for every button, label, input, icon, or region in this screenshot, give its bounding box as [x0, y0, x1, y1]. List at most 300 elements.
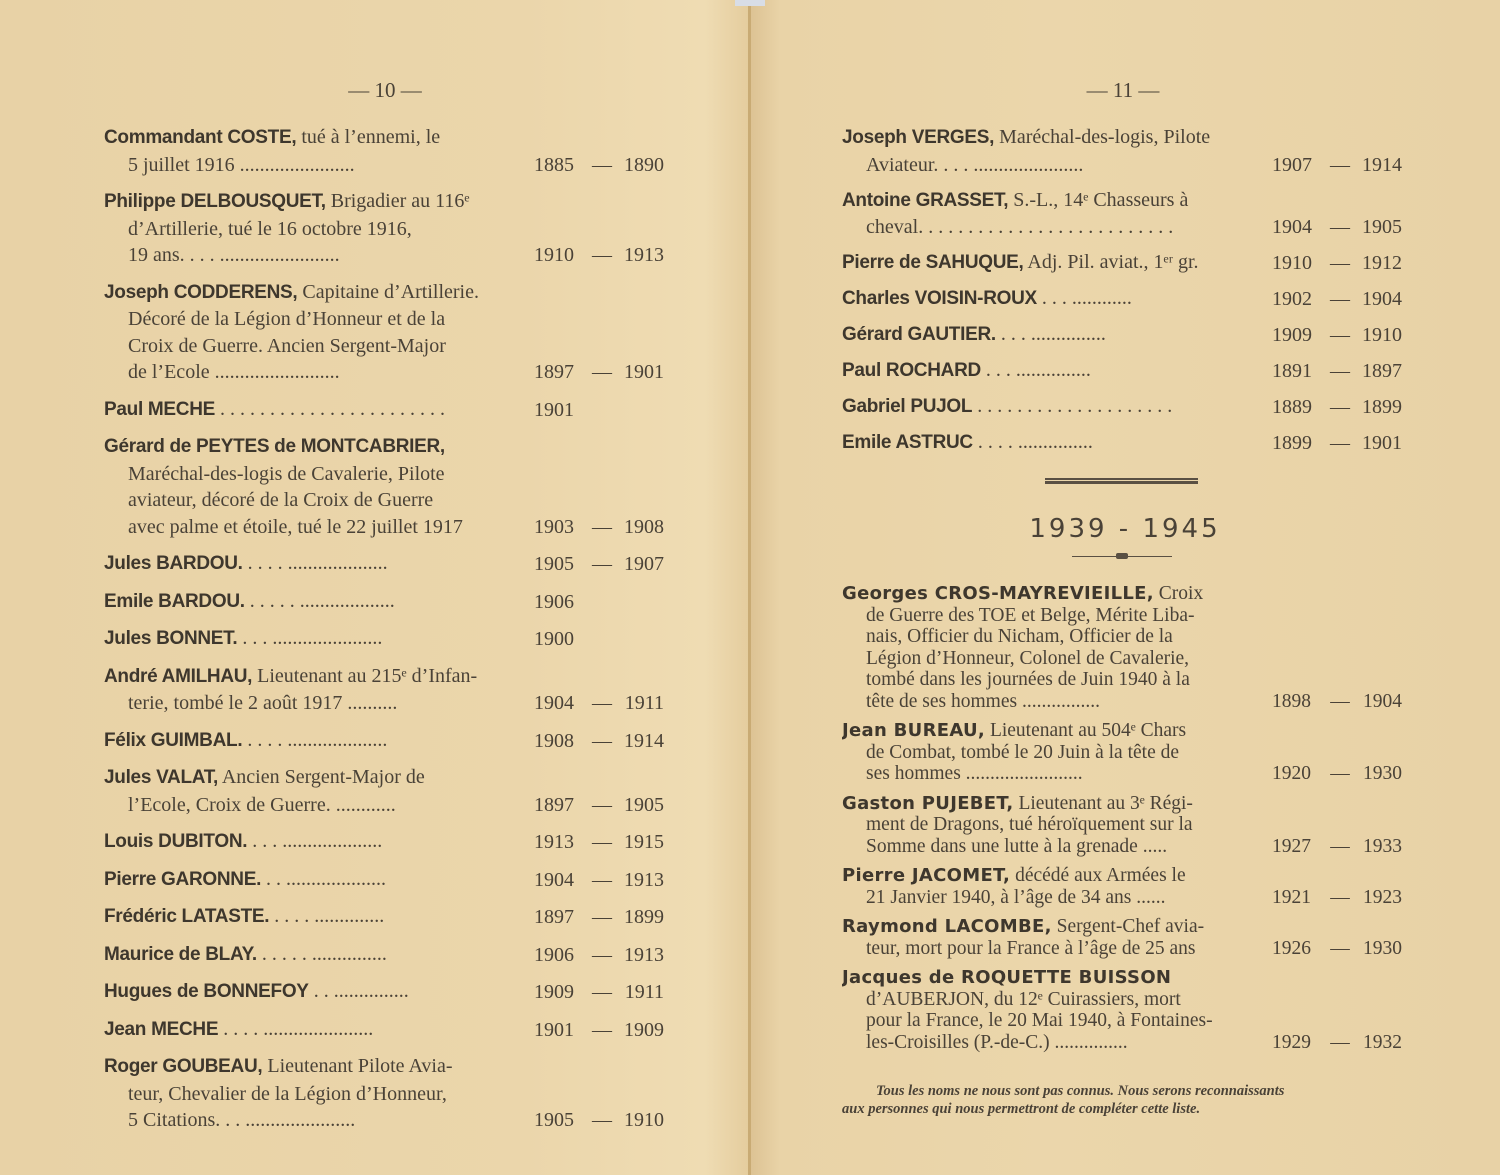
entry-description: . . . ............... — [1000, 323, 1106, 345]
entry-description: . . . ...................... — [242, 627, 383, 649]
start-year: 1908 — [534, 729, 574, 752]
entry-continuation-line: ses hommes ........................ — [866, 763, 1083, 784]
person-name: Hugues de BONNEFOY — [104, 981, 309, 1002]
entry-description: . . ............... — [313, 980, 409, 1002]
person-name: Paul ROCHARD — [842, 360, 981, 381]
entry-text — [104, 663, 516, 717]
entry-continuation-line: de l’Ecole ......................... — [128, 361, 340, 383]
years-range — [1272, 286, 1406, 313]
start-year: 1905 — [534, 553, 574, 575]
entry-description: . . . . .................... — [247, 728, 388, 751]
years-range — [534, 359, 668, 386]
list-item — [104, 1016, 674, 1044]
entry-text — [842, 865, 1256, 908]
entry-description: Brigadier au 116ᵉ — [330, 190, 470, 212]
list-item — [104, 550, 674, 578]
entry-first-line — [104, 828, 516, 856]
entry-text — [842, 793, 1256, 858]
entry-continuation-line: tête de ses hommes ................ — [866, 690, 1100, 712]
years-range — [1272, 763, 1406, 785]
entry-text — [104, 941, 516, 969]
end-year: 1923 — [1363, 886, 1402, 908]
person-name: Emile ASTRUC — [842, 432, 973, 453]
entry-description: Ancien Sergent-Major de — [221, 766, 425, 788]
right-entry-list — [842, 124, 1412, 465]
entry-continuation-line: Aviateur. . . . ...................... — [866, 153, 1084, 176]
entry-description: Sergent-Chef avia- — [1056, 916, 1205, 937]
person-name: Jacques de ROQUETTE BUISSON — [842, 967, 1172, 988]
list-item — [104, 124, 674, 178]
start-year: 1903 — [534, 515, 574, 538]
section-divider-rule — [1045, 478, 1198, 484]
entry-description: . . . . . . . . . . . . . . . . . . . . — [977, 395, 1173, 417]
year-dash: — — [592, 981, 612, 1003]
ornament-knot — [1116, 553, 1128, 559]
entry-continuation-line: 21 Janvier 1940, à l’âge de 34 ans ...... — [866, 886, 1166, 908]
end-year: 1915 — [624, 831, 664, 853]
entry-text — [104, 588, 516, 616]
year-dash: — — [592, 515, 612, 538]
year-dash: — — [1330, 835, 1350, 857]
footnote — [842, 1082, 1410, 1118]
end-year: 1930 — [1363, 763, 1402, 784]
end-year: 1904 — [1362, 288, 1402, 310]
list-item — [104, 941, 674, 969]
year-dash: — — [592, 692, 612, 714]
start-year: 1910 — [534, 244, 574, 266]
entry-first-line — [842, 429, 1254, 457]
entry-description: . . . .................... — [252, 830, 383, 852]
years-range — [534, 626, 668, 653]
person-name: Paul MECHE — [104, 398, 216, 420]
years-range — [1272, 152, 1406, 179]
person-name: Jean MECHE — [104, 1018, 219, 1040]
person-name: Maurice de BLAY. — [104, 943, 257, 965]
years-range — [1272, 938, 1406, 960]
end-year: 1909 — [624, 1018, 664, 1041]
start-year: 1920 — [1272, 763, 1311, 784]
years-range — [534, 690, 668, 717]
entry-first-line — [842, 583, 1256, 605]
entry-continuation-line: 19 ans. . . . ........................ — [128, 244, 340, 266]
years-range — [534, 792, 668, 819]
entry-continuation-line: de Combat, tombé le 20 Juin à la tête de — [866, 741, 1179, 763]
entry-description: Capitaine d’Artillerie. — [302, 280, 479, 303]
years-range — [534, 1017, 668, 1044]
entry-description: . . . . ............... — [977, 431, 1093, 453]
page-number-right: — 11 — — [1086, 78, 1160, 102]
start-year: 1898 — [1272, 690, 1311, 712]
end-year: 1913 — [624, 244, 664, 266]
entry-continuation-line: teur, mort pour la France à l’âge de 25 ans — [866, 937, 1196, 959]
entry-first-line — [104, 550, 516, 578]
entry-text — [104, 828, 516, 856]
list-item — [104, 188, 674, 269]
background-gap — [735, 0, 765, 6]
year-dash: — — [1330, 252, 1350, 274]
entry-text — [104, 1016, 516, 1044]
year-dash: — — [1330, 690, 1350, 712]
entry-description: . . .................... — [266, 867, 387, 890]
year-dash: — — [592, 868, 612, 891]
list-item — [842, 967, 1412, 1053]
entry-description: . . . ............ — [1041, 287, 1132, 309]
entry-description: Lieutenant au 215ᵉ d’Infan- — [257, 664, 478, 687]
person-name: Gérard GAUTIER. — [842, 324, 996, 345]
entry-first-line — [104, 866, 516, 894]
year-dash: — — [1330, 937, 1350, 959]
year-dash: — — [592, 153, 612, 176]
start-year: 1904 — [1272, 216, 1312, 238]
year-dash: — — [592, 943, 612, 966]
entry-text — [104, 279, 516, 386]
start-year: 1899 — [1272, 432, 1312, 454]
list-item — [842, 916, 1412, 959]
list-item — [104, 663, 674, 717]
start-year: 1902 — [1272, 288, 1312, 310]
end-year: 1890 — [624, 153, 664, 176]
end-year: 1907 — [624, 553, 664, 575]
list-item — [104, 396, 674, 424]
list-item — [104, 279, 674, 386]
end-year: 1911 — [624, 692, 664, 714]
entry-continuation-line: avec palme et étoile, tué le 22 juillet 1917 — [128, 515, 463, 538]
entry-text — [842, 321, 1254, 349]
entry-text — [104, 396, 516, 424]
year-dash: — — [592, 906, 612, 928]
page-number-left: — 10 — — [348, 78, 422, 102]
person-name: Raymond LACOMBE, — [842, 916, 1052, 937]
list-item — [842, 357, 1412, 385]
entry-first-line — [842, 865, 1256, 887]
entry-description: . . . . .................... — [247, 552, 388, 574]
years-range — [534, 589, 668, 616]
entry-continuation-line: Somme dans une lutte à la grenade ..... — [866, 835, 1168, 857]
end-year: 1905 — [1362, 216, 1402, 238]
entry-text — [842, 357, 1254, 385]
year-dash: — — [1330, 324, 1350, 346]
person-name: Antoine GRASSET, — [842, 189, 1009, 211]
entry-text — [104, 433, 516, 540]
end-year: 1897 — [1362, 360, 1402, 382]
entry-description: Croix — [1158, 583, 1204, 604]
entry-first-line — [104, 188, 516, 216]
person-name: Philippe DELBOUSQUET, — [104, 191, 326, 212]
person-name: Jules VALAT, — [104, 767, 218, 788]
start-year: 1900 — [534, 628, 574, 650]
year-dash: — — [592, 793, 612, 816]
entry-continuation-line: cheval. . . . . . . . . . . . . . . . . . . . . . . . . . — [866, 216, 1174, 238]
start-year: 1913 — [534, 831, 574, 853]
entry-text — [104, 978, 516, 1006]
entry-first-line — [842, 793, 1256, 815]
entry-first-line — [842, 720, 1256, 742]
person-name: Pierre JACOMET, — [842, 865, 1011, 886]
end-year: 1899 — [624, 906, 664, 928]
person-name: Georges CROS-MAYREVIEILLE, — [842, 583, 1154, 604]
person-name: Louis DUBITON. — [104, 831, 248, 852]
entry-first-line — [104, 124, 516, 152]
entry-description: Maréchal-des-logis, Pilote — [999, 126, 1211, 148]
end-year: 1912 — [1362, 252, 1402, 274]
entry-continuation-line: d’AUBERJON, du 12ᵉ Cuirassiers, mort — [866, 988, 1181, 1010]
end-year: 1905 — [624, 793, 664, 816]
entry-continuation-line: 5 juillet 1916 ....................... — [128, 153, 355, 176]
years-range — [534, 397, 668, 424]
section-title: 1939 - 1945 — [1029, 514, 1221, 544]
entry-text — [104, 124, 516, 178]
entry-first-line — [842, 285, 1254, 313]
years-range — [1272, 836, 1406, 858]
entry-continuation-line: nais, Officier du Nicham, Officier de la — [866, 626, 1173, 647]
list-item — [104, 588, 674, 616]
entry-text — [842, 967, 1256, 1053]
end-year: 1911 — [624, 981, 664, 1003]
entry-continuation-line: les-Croisilles (P.-de-C.) ............... — [866, 1031, 1128, 1053]
person-name: Commandant COSTE, — [104, 127, 297, 148]
entry-text — [104, 550, 516, 578]
start-year: 1901 — [534, 398, 574, 421]
end-year: 1901 — [624, 361, 664, 383]
entry-first-line — [104, 727, 516, 755]
years-range — [534, 514, 668, 541]
entry-description: Lieutenant au 504ᵉ Chars — [989, 720, 1187, 741]
start-year: 1897 — [534, 793, 574, 816]
years-range — [1272, 358, 1406, 385]
years-range — [534, 242, 668, 269]
year-dash: — — [592, 1109, 612, 1131]
entry-description: Lieutenant au 3ᵉ Régi- — [1018, 792, 1193, 814]
person-name: Jules BONNET. — [104, 628, 238, 649]
years-range — [1272, 430, 1406, 457]
year-dash: — — [1330, 1031, 1350, 1053]
start-year: 1927 — [1272, 835, 1311, 857]
list-item — [104, 978, 674, 1006]
years-range — [534, 829, 668, 856]
year-dash: — — [592, 244, 612, 266]
start-year: 1904 — [534, 692, 574, 714]
entry-first-line — [104, 941, 516, 969]
end-year: 1899 — [1362, 396, 1402, 418]
entry-continuation-line: 5 Citations. . . ...................... — [128, 1109, 356, 1131]
start-year: 1897 — [534, 361, 574, 383]
entry-continuation-line: de Guerre des TOE et Belge, Mérite Liba- — [866, 604, 1195, 626]
start-year: 1905 — [534, 1109, 574, 1131]
entry-continuation-line: tombé dans les journées de Juin 1940 à la — [866, 669, 1190, 690]
end-year: 1910 — [1362, 324, 1402, 346]
end-year: 1904 — [1363, 690, 1402, 712]
person-name: Pierre de SAHUQUE, — [842, 252, 1024, 273]
year-dash: — — [592, 553, 612, 575]
entry-description: Lieutenant Pilote Avia- — [267, 1055, 453, 1077]
list-item — [842, 793, 1412, 858]
start-year: 1897 — [534, 906, 574, 928]
list-item — [104, 866, 674, 894]
years-range — [534, 979, 668, 1006]
list-item — [842, 187, 1412, 241]
entry-description: S.-L., 14ᵉ Chasseurs à — [1013, 188, 1189, 211]
start-year: 1889 — [1272, 396, 1312, 418]
start-year: 1906 — [534, 943, 574, 966]
end-year: 1913 — [624, 943, 664, 966]
years-range — [534, 1107, 668, 1134]
left-entry-list — [104, 124, 674, 1144]
entry-first-line — [842, 187, 1254, 215]
person-name: Gabriel PUJOL — [842, 396, 973, 417]
years-range — [534, 942, 668, 969]
years-range — [534, 904, 668, 931]
list-item — [104, 903, 674, 931]
person-name: Gérard de PEYTES de MONTCABRIER, — [104, 436, 445, 457]
entry-first-line — [104, 903, 516, 931]
list-item — [104, 764, 674, 818]
year-dash: — — [592, 729, 612, 752]
entry-description: . . . . . . . . . . . . . . . . . . . . . . . — [220, 397, 446, 420]
start-year: 1909 — [1272, 324, 1312, 346]
list-item — [842, 393, 1412, 421]
year-dash: — — [1330, 763, 1350, 784]
entry-continuation-line: aviateur, décoré de la Croix de Guerre — [128, 489, 434, 511]
entry-text — [842, 124, 1254, 178]
end-year: 1908 — [624, 515, 664, 538]
entry-first-line — [842, 967, 1256, 989]
entry-description: Adj. Pil. aviat., 1ᵉʳ gr. — [1027, 251, 1199, 273]
list-item — [842, 124, 1412, 178]
list-item — [104, 828, 674, 856]
person-name: Pierre GARONNE. — [104, 868, 262, 890]
footnote-line-1: Tous les noms ne nous sont pas connus. Nous serons reconnaissants — [876, 1083, 1285, 1099]
year-dash: — — [1330, 360, 1350, 382]
end-year: 1914 — [1362, 153, 1402, 176]
end-year: 1901 — [1362, 432, 1402, 454]
person-name: Joseph VERGES, — [842, 127, 995, 148]
list-item — [842, 865, 1412, 908]
entry-continuation-line: ment de Dragons, tué héroïquement sur la — [866, 814, 1193, 835]
entry-text — [842, 720, 1256, 785]
person-name: Frédéric LATASTE. — [104, 906, 270, 927]
year-dash: — — [592, 831, 612, 853]
entry-text — [842, 583, 1256, 712]
entry-text — [104, 727, 516, 755]
year-dash: — — [1330, 432, 1350, 454]
end-year: 1932 — [1363, 1031, 1402, 1053]
entry-description: tué à l’ennemi, le — [301, 126, 441, 148]
entry-continuation-line: teur, Chevalier de la Légion d’Honneur, — [128, 1082, 447, 1105]
entry-first-line — [842, 321, 1254, 349]
start-year: 1907 — [1272, 153, 1312, 176]
entry-first-line — [104, 396, 516, 424]
person-name: Joseph CODDERENS, — [104, 281, 298, 303]
list-item — [104, 727, 674, 755]
list-item — [842, 583, 1412, 712]
entry-continuation-line: terie, tombé le 2 août 1917 .......... — [128, 692, 398, 714]
start-year: 1891 — [1272, 360, 1312, 382]
years-range — [1272, 250, 1406, 277]
person-name: Félix GUIMBAL. — [104, 729, 243, 751]
entry-first-line — [104, 588, 516, 616]
person-name: Jean BUREAU, — [842, 720, 986, 741]
entry-text — [842, 916, 1256, 959]
start-year: 1885 — [534, 153, 574, 176]
end-year: 1913 — [624, 868, 664, 891]
list-item — [842, 429, 1412, 457]
start-year: 1921 — [1272, 886, 1311, 908]
entry-description: . . . . . ................... — [249, 589, 395, 612]
entry-first-line — [842, 393, 1254, 421]
entry-text — [104, 1053, 516, 1134]
entry-first-line — [104, 1016, 516, 1044]
entry-continuation-line: pour la France, le 20 Mai 1940, à Fontaines- — [866, 1010, 1213, 1031]
person-name: Gaston PUJEBET, — [842, 792, 1014, 814]
entry-continuation-line: Légion d’Honneur, Colonel de Cavalerie, — [866, 647, 1190, 669]
entry-text — [842, 393, 1254, 421]
entry-first-line — [104, 663, 516, 691]
entry-text — [104, 903, 516, 931]
years-range — [1272, 322, 1406, 349]
entry-first-line — [842, 357, 1254, 385]
entry-continuation-line: d’Artillerie, tué le 16 octobre 1916, — [128, 217, 412, 240]
entry-first-line — [842, 916, 1256, 938]
entry-description: décédé aux Armées le — [1015, 865, 1186, 886]
year-dash: — — [1330, 396, 1350, 418]
list-item — [104, 625, 674, 653]
person-name: Roger GOUBEAU, — [104, 1056, 263, 1077]
footnote-line-2: aux personnes qui nous permettront de compléter cette liste. — [842, 1101, 1201, 1117]
entry-continuation-line: Croix de Guerre. Ancien Sergent-Major — [128, 334, 446, 357]
years-range — [534, 152, 668, 179]
year-dash: — — [592, 361, 612, 383]
entry-first-line — [842, 249, 1254, 277]
entry-description: . . . ............... — [985, 359, 1091, 381]
entry-description: . . . . .............. — [274, 905, 385, 927]
list-item — [842, 321, 1412, 349]
years-range — [1272, 887, 1406, 909]
start-year: 1910 — [1272, 252, 1312, 274]
entry-text — [842, 429, 1254, 457]
entry-continuation-line: Maréchal-des-logis de Cavalerie, Pilote — [128, 462, 445, 485]
start-year: 1904 — [534, 868, 574, 891]
entry-text — [842, 249, 1254, 277]
wwii-entry-list — [842, 583, 1412, 1061]
list-item — [104, 1053, 674, 1134]
entry-description: . . . . . ............... — [261, 942, 387, 965]
start-year: 1906 — [534, 590, 574, 613]
end-year: 1910 — [624, 1109, 664, 1131]
entry-continuation-line: l’Ecole, Croix de Guerre. ............ — [128, 793, 396, 816]
entry-text — [104, 188, 516, 269]
end-year: 1933 — [1363, 835, 1402, 857]
entry-first-line — [104, 279, 516, 307]
year-dash: — — [1330, 886, 1350, 908]
years-range — [1272, 1032, 1406, 1054]
entry-first-line — [104, 433, 516, 461]
years-range — [534, 867, 668, 894]
entry-text — [104, 625, 516, 653]
list-item — [842, 285, 1412, 313]
end-year: 1914 — [624, 729, 664, 752]
year-dash: — — [1330, 216, 1350, 238]
end-year: 1930 — [1363, 937, 1402, 959]
years-range — [1272, 691, 1406, 713]
entry-first-line — [104, 978, 516, 1006]
list-item — [842, 720, 1412, 785]
book-spine — [748, 0, 751, 1175]
person-name: Emile BARDOU. — [104, 590, 245, 612]
entry-description: . . . . ...................... — [223, 1017, 374, 1040]
year-dash: — — [1330, 153, 1350, 176]
entry-text — [104, 764, 516, 818]
entry-text — [842, 187, 1254, 241]
